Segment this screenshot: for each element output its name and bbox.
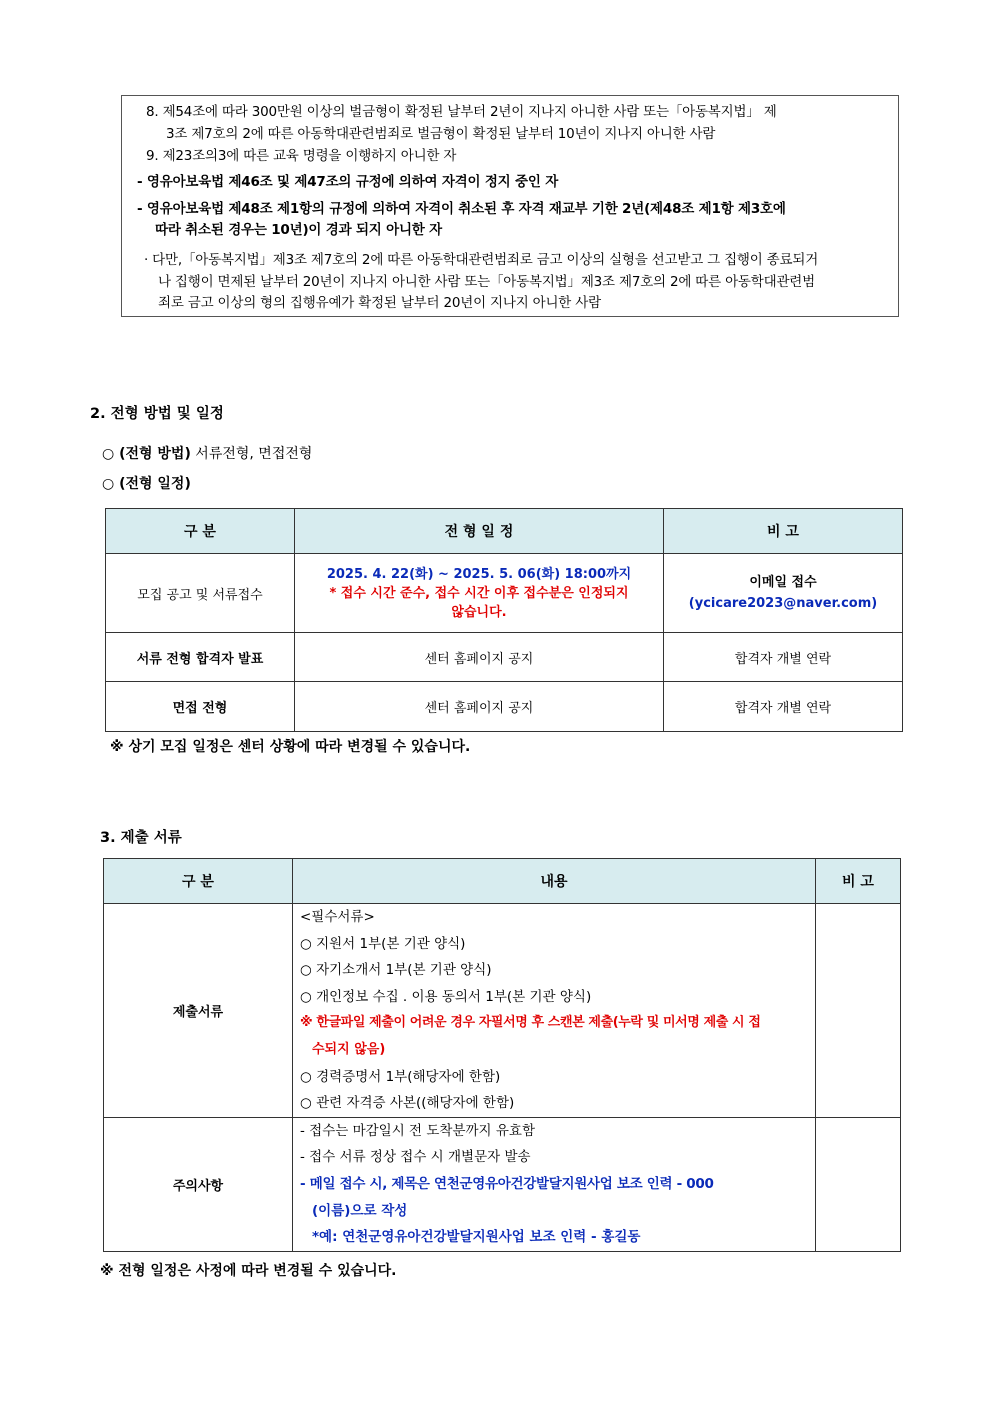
scan-warning: ※ 한글파일 제출이 어려운 경우 자필서명 후 스캔본 제출(누락 및 미서명 제출 시 접 <box>300 1015 761 1031</box>
schedule-warning-cont: 않습니다. <box>451 604 507 620</box>
table-row <box>106 682 903 732</box>
schedule-table <box>105 508 903 732</box>
header-schedule: 전 형 일 정 <box>295 509 664 554</box>
schedule-table-header <box>106 509 903 554</box>
list-item: - 접수는 마감일시 전 도착분까지 유효함 <box>300 1122 535 1139</box>
table-row <box>106 554 903 633</box>
selection-schedule-label: ○ (전형 일정) <box>102 476 191 492</box>
box-line-revoked: - 영유아보육법 제48조 제1항의 규정에 의하여 자격이 취소된 후 자격 재교부 기한 2년(제48조 제1항 제3호에 <box>137 201 786 217</box>
documents-table-header <box>104 859 901 904</box>
documents-footnote: ※ 전형 일정은 사정에 따라 변경될 수 있습니다. <box>100 1263 397 1279</box>
list-item: ○ 경력증명서 1부(해당자에 한함) <box>300 1068 501 1085</box>
documents-table <box>103 858 901 1252</box>
box-line-proviso-cont2: 죄로 금고 이상의 형의 집행유예가 확정된 날부터 20년이 지나지 아니한 사람 <box>158 295 601 311</box>
schedule-footnote: ※ 상기 모집 일정은 센터 상황에 따라 변경될 수 있습니다. <box>110 739 471 755</box>
header-category: 구 분 <box>106 509 295 554</box>
box-line-8-cont: 3조 제7호의 2에 따른 아동학대관련범죄로 벌금형이 확정된 날부터 10년이 지나지 아니한 사람 <box>166 126 716 142</box>
email-address: (ycicare2023@naver.com) <box>688 596 878 611</box>
scan-warning-cont: 수되지 않음) <box>312 1041 386 1057</box>
email-subject-example: *예: 연천군영유아건강발달지원사업 보조 인력 - 홍길동 <box>312 1229 641 1246</box>
table-row <box>104 904 901 1118</box>
row-category: 제출서류 <box>104 904 293 1118</box>
list-item: ○ 지원서 1부(본 기관 양식) <box>300 935 466 952</box>
row-category: 면접 전형 <box>106 682 295 732</box>
row-note <box>816 1117 901 1251</box>
table-row <box>106 633 903 682</box>
row-schedule: 센터 홈페이지 공지 <box>295 682 664 732</box>
row-category: 모집 공고 및 서류접수 <box>106 554 295 633</box>
row-note <box>664 554 903 633</box>
list-item: ○ 자기소개서 1부(본 기관 양식) <box>300 962 492 979</box>
box-line-8: 8. 제54조에 따라 300만원 이상의 벌금형이 확정된 날부터 2년이 지나지 아니한 사람 또는「아동복지법」 제 <box>146 104 777 120</box>
row-note: 합격자 개별 연락 <box>664 682 903 732</box>
row-note: 합격자 개별 연락 <box>664 633 903 682</box>
header-note: 비 고 <box>664 509 903 554</box>
row-category: 서류 전형 합격자 발표 <box>106 633 295 682</box>
row-note <box>816 904 901 1118</box>
box-line-9: 9. 제23조의3에 따른 교육 명령을 이행하지 아니한 자 <box>146 148 457 164</box>
box-line-revoked-cont: 따라 취소된 경우는 10년)이 경과 되지 아니한 자 <box>155 222 442 238</box>
section3-title: 3. 제출 서류 <box>100 830 182 846</box>
list-item: - 접수 서류 정상 접수 시 개별문자 발송 <box>300 1149 531 1166</box>
box-line-proviso-cont1: 나 집행이 면제된 날부터 20년이 지나지 아니한 사람 또는「아동복지법」제3조 제7호의 2에 따른 아동학대관련범 <box>158 274 815 290</box>
section2-title: 2. 전형 방법 및 일정 <box>90 406 224 422</box>
header-note: 비 고 <box>816 859 901 904</box>
list-item: ○ 관련 자격증 사본((해당자에 한함) <box>300 1095 515 1112</box>
required-documents <box>293 904 816 1118</box>
header-category: 구 분 <box>104 859 293 904</box>
row-category: 주의사항 <box>104 1117 293 1251</box>
selection-method-label: ○ (전형 방법) <box>102 446 191 462</box>
email-submission-label: 이메일 접수 <box>749 575 817 590</box>
row-schedule: 센터 홈페이지 공지 <box>295 633 664 682</box>
list-item: <필수서류> <box>300 909 375 925</box>
box-line-proviso: · 다만,「아동복지법」제3조 제7호의 2에 따른 아동학대관련범죄로 금고 이상의 실형을 선고받고 그 집행이 종료되거 <box>144 252 819 268</box>
schedule-warning: * 접수 시간 준수, 접수 시간 이후 접수분은 인정되지 <box>329 585 629 601</box>
box-line-suspended: - 영유아보육법 제46조 및 제47조의 규정에 의하여 자격이 정지 중인 자 <box>137 174 559 190</box>
list-item: ○ 개인정보 수집 . 이용 동의서 1부(본 기관 양식) <box>300 988 592 1005</box>
row-schedule <box>295 554 664 633</box>
header-content: 내용 <box>293 859 816 904</box>
email-subject-rule: - 메일 접수 시, 제목은 연천군영유아건강발달지원사업 보조 인력 - 000 <box>300 1175 714 1192</box>
selection-method-value: 서류전형, 면접전형 <box>190 446 313 462</box>
selection-method <box>102 443 312 463</box>
table-row <box>104 1117 901 1251</box>
schedule-dates: 2025. 4. 22(화) ~ 2025. 5. 06(화) 18:00까지 <box>326 566 632 582</box>
email-subject-rule-cont: (이름)으로 작성 <box>312 1202 408 1219</box>
cautions <box>293 1117 816 1251</box>
